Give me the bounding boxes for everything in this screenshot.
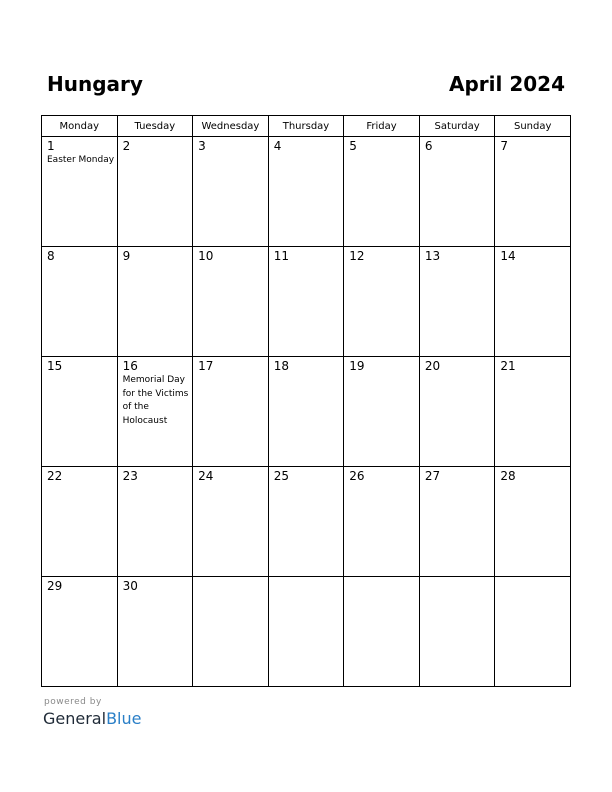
day-number: 17 [198,359,214,373]
day-cell [117,137,193,247]
day-cell [117,357,193,467]
day-cell [193,577,269,687]
day-cell [117,577,193,687]
generalblue-logo[interactable] [43,709,141,729]
day-number: 12 [349,249,365,263]
calendar-header [41,71,571,99]
day-number: 20 [424,359,441,373]
day-number: 19 [349,359,365,373]
day-cell [419,577,495,687]
country-title: Hungary [47,72,143,96]
brand-general-text: General [43,709,107,728]
month-title: April 2024 [449,72,565,96]
brand-blue-text: Blue [106,709,142,728]
day-cell [419,467,495,577]
day-cell [193,137,269,247]
day-cell [117,247,193,357]
weekday-wednesday: Wednesday [193,116,269,137]
day-number: 29 [47,579,63,593]
day-number: 13 [424,249,441,263]
day-number: 2 [122,139,131,153]
day-number: 5 [349,139,357,153]
day-number: 6 [424,139,433,153]
day-cell [42,137,118,247]
weekday-saturday: Saturday [419,116,495,137]
week-row [42,247,571,357]
day-number: 18 [273,359,289,373]
weekday-sunday: Sunday [495,116,571,137]
day-cell [268,137,344,247]
day-cell [268,467,344,577]
day-cell [117,467,193,577]
day-cell [344,467,420,577]
day-cell [42,357,118,467]
day-number: 3 [198,139,206,153]
day-number: 23 [122,469,138,483]
holiday-label: Easter Monday [47,155,115,165]
day-cell [193,467,269,577]
weekday-friday: Friday [344,116,420,137]
powered-by-label: powered by [44,697,102,707]
weekday-monday: Monday [42,116,118,137]
weekday-header-row [42,116,571,137]
day-number: 27 [424,469,441,483]
calendar-grid [41,115,571,687]
day-cell [42,467,118,577]
day-number: 14 [500,249,516,263]
day-number: 7 [500,139,509,153]
week-row [42,357,571,467]
week-row [42,137,571,247]
week-row [42,467,571,577]
day-number: 25 [273,469,289,483]
day-number: 22 [47,469,63,483]
day-cell [268,577,344,687]
day-cell [193,357,269,467]
day-number: 30 [122,579,138,593]
day-cell [344,357,420,467]
day-cell [495,137,571,247]
day-cell [495,357,571,467]
day-number: 11 [273,249,289,263]
day-cell [419,247,495,357]
day-cell [344,137,420,247]
day-number: 21 [500,359,516,373]
day-number: 9 [122,249,131,263]
day-cell [268,247,344,357]
day-cell [495,247,571,357]
day-cell [42,577,118,687]
day-cell [419,137,495,247]
day-cell [42,247,118,357]
day-number: 28 [500,469,516,483]
weekday-tuesday: Tuesday [117,116,193,137]
day-cell [193,247,269,357]
day-number: 16 [122,359,138,373]
day-cell [495,467,571,577]
day-number: 26 [349,469,365,483]
day-cell [344,577,420,687]
day-cell [268,357,344,467]
week-row [42,577,571,687]
footer-branding [43,697,141,729]
holiday-label: Memorial Day for the Victims of the Holocaust [122,375,189,426]
day-number: 24 [198,469,214,483]
day-cell [495,577,571,687]
day-cell [419,357,495,467]
day-number: 4 [273,139,282,153]
day-number: 8 [47,249,55,263]
day-number: 10 [198,249,214,263]
day-number: 15 [47,359,63,373]
day-cell [344,247,420,357]
day-number: 1 [47,139,55,153]
weekday-thursday: Thursday [268,116,344,137]
